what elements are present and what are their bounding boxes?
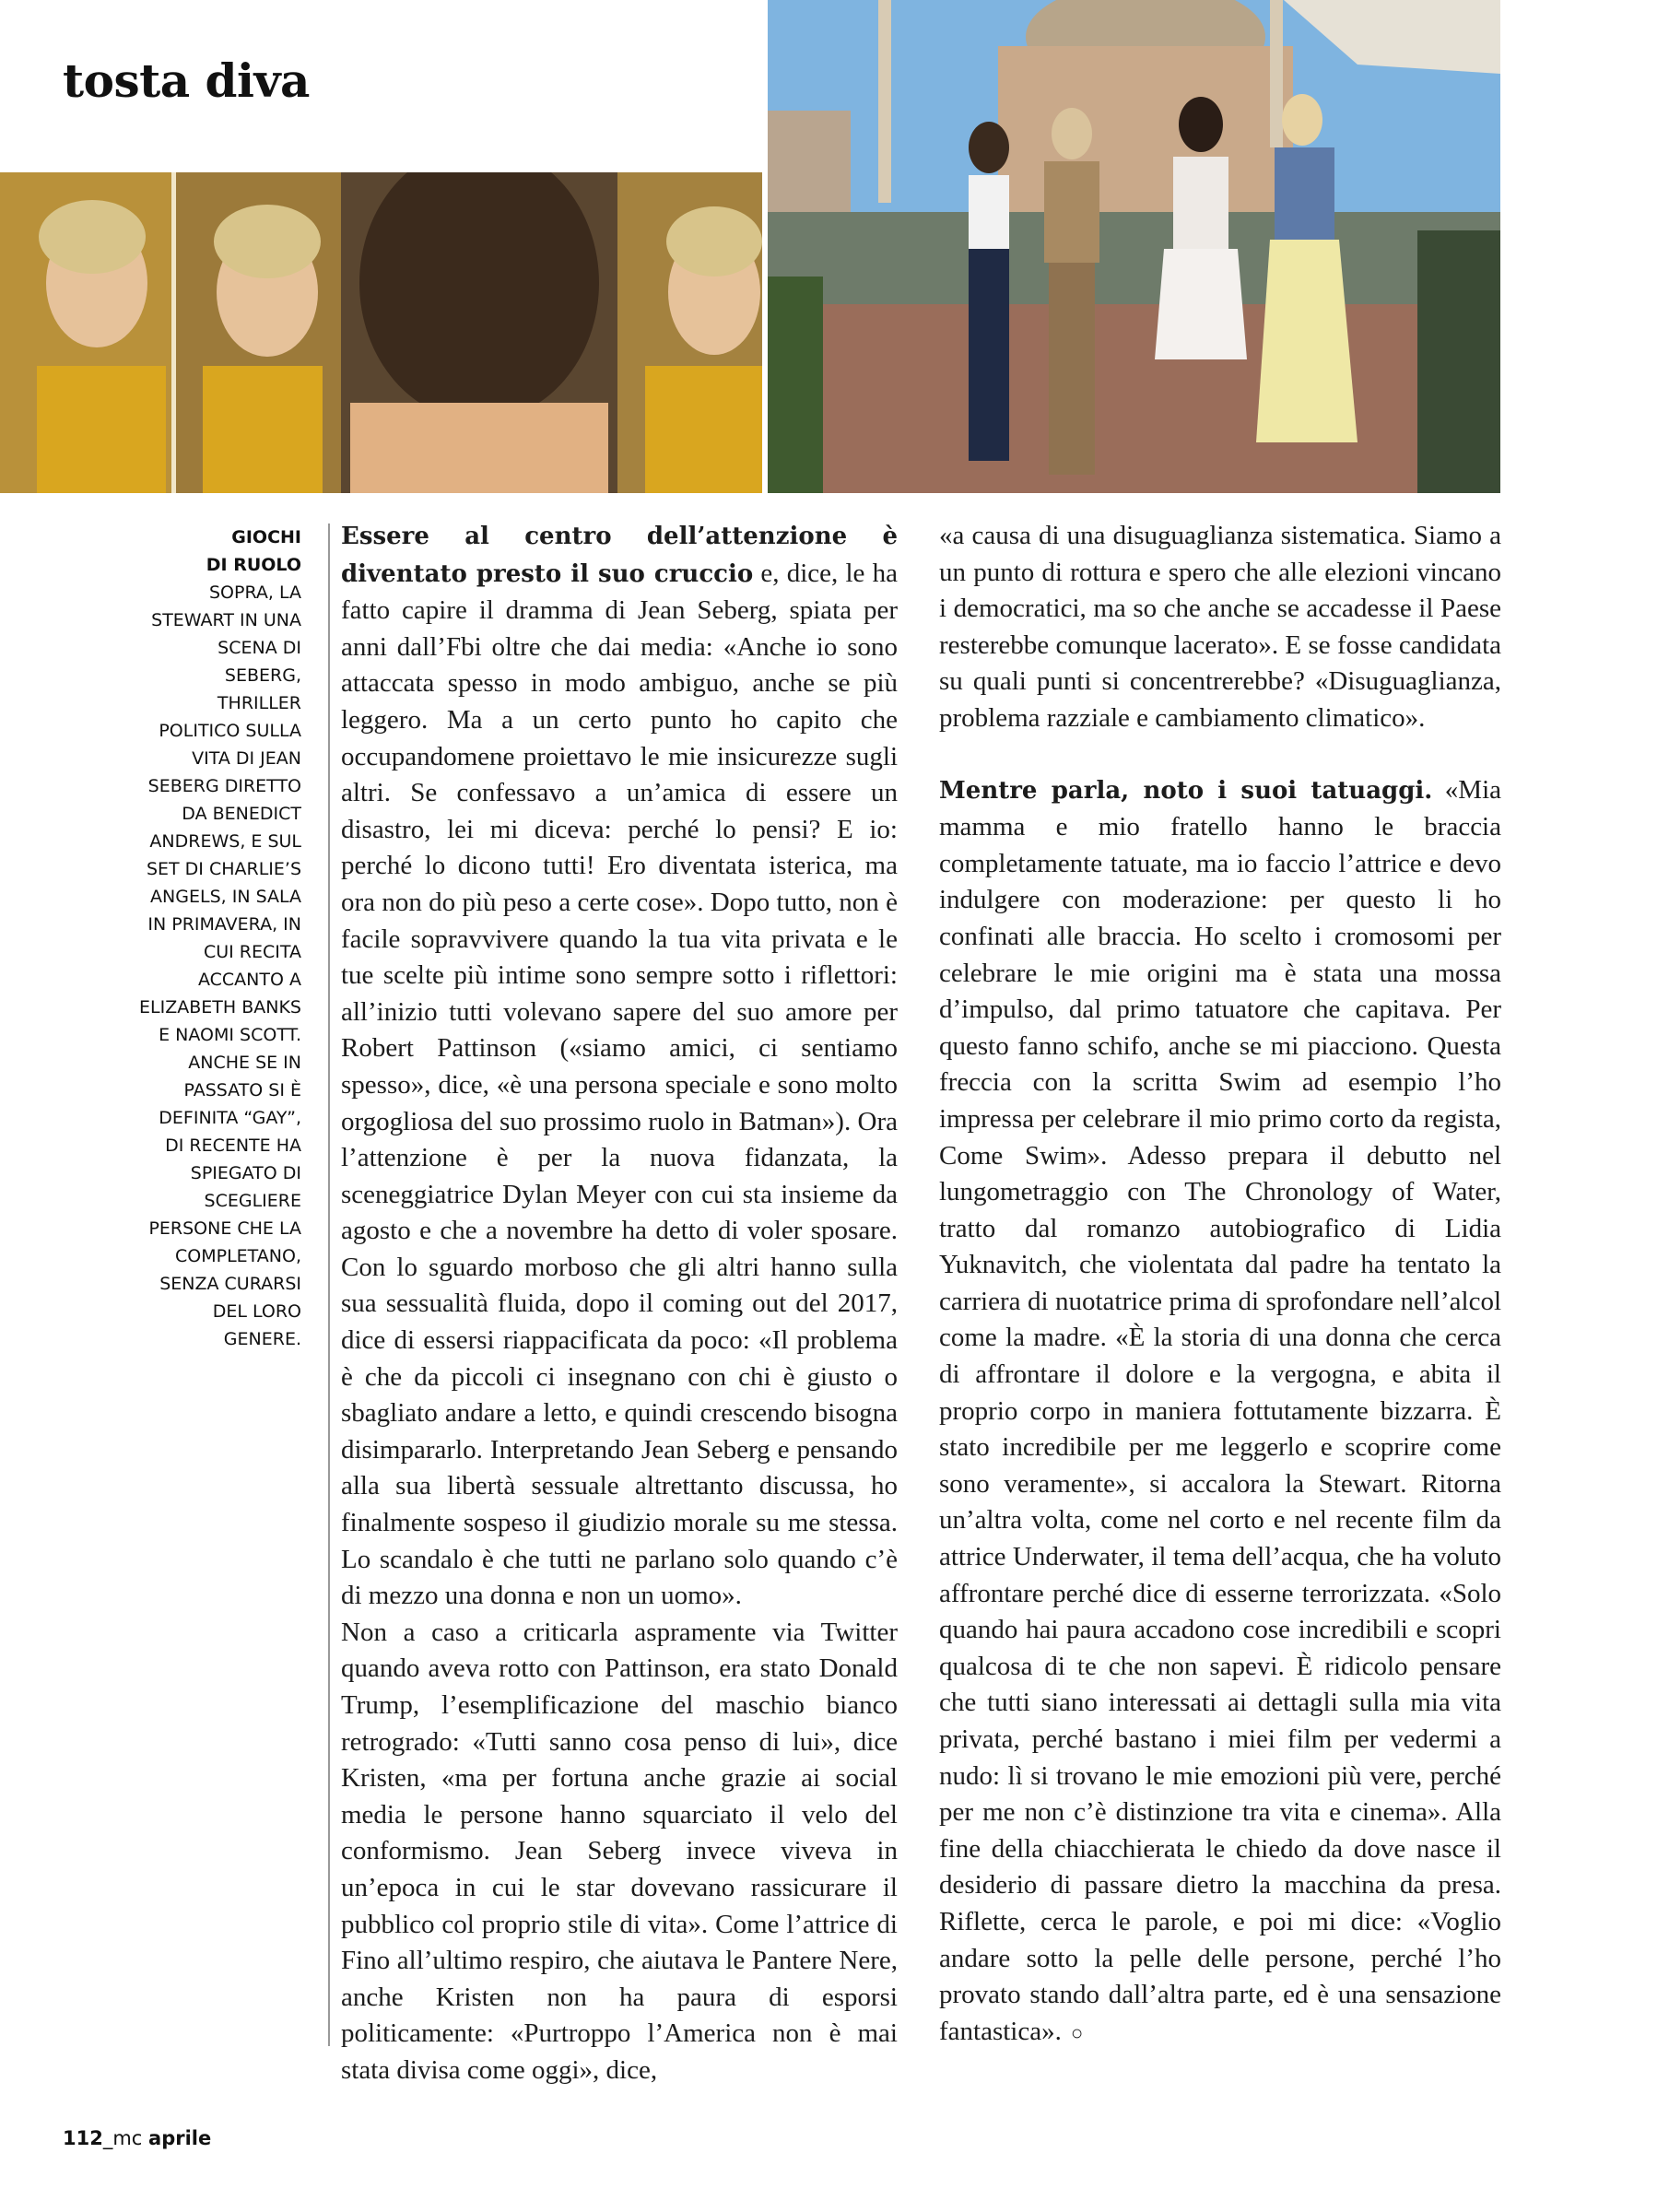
article-column-middle (341, 518, 898, 2089)
article-column-right (939, 518, 1501, 2051)
page-number: 112 (63, 2127, 103, 2149)
end-mark-icon: ○ (1070, 2020, 1084, 2044)
caption-divider (328, 524, 330, 2046)
paragraph-text: e, dice, le ha fatto capire il dramma di Jean Seberg, spiata per anni dall’Fbi oltre che dai media: «Anche io sono attaccata spesso in modo ambiguo, anche se più leggero. Ma a un certo punto ho capito che occupandomene proiettavo le mie insicurezze sugli altri. Se confessavo a un’amica di essere un disastro, lei mi diceva: perché lo pensi? E io: perché lo dicono tutti! Ero diventata isterica, ma ora non do più peso a certe cose». Dopo tutto, non è facile sopravvivere quando la tua vita privata e le tue scelte più intime sono sempre sotto i riflettori: all’inizio tutti volevano sapere del suo amore per Robert Pattinson («siamo amici, ci sentiamo spesso», dice, «è una persona speciale e sono molto orgogliosa del suo prossimo ruolo in Batman»). Ora l’attenzione è per la nuova fidanzata, la sceneggiatrice Dylan Meyer con cui sta insieme da agosto e che a novembre ha detto di voler sposare. Con lo sguardo morboso che gli altri hanno sulla sua sessualità fluida, dopo il coming out del 2017, dice di essersi riappacificata da poco: «Il problema è che da piccoli ci insegnano con chi è giusto o sbagliato andare a letto, e quindi crescendo bisogna disimpararlo. Interpretando Jean Seberg e pensando alla sua libertà sessuale altrettanto discussa, ho finalmente sospeso il giudizio morale su me stessa. Lo scandalo è che tutti ne parlano solo quando c’è di mezzo una donna e non un uomo». (341, 558, 898, 1611)
article-paragraph: Non a caso a criticarla aspramente via Twitter quando aveva rotto con Pattinson, era stato Donald Trump, l’esemplificazione del maschio bianco retrogrado: «Tutti sanno cosa penso di lui», dice Kristen, «ma per fortuna anche grazie ai social media le persone hanno squarciato il velo del conformismo. Jean Seberg invece viveva in un’epoca in cui le star dovevano rassicurare il pubblico col proprio stile di vita». Come l’attrice di Fino all’ultimo respiro, che aiutava le Pantere Nere, anche Kristen non ha paura di esporsi politicamente: «Purtroppo l’America non è mai stata divisa come oggi», dice, (341, 1617, 898, 2085)
page-footer (63, 2127, 211, 2149)
magazine-name: _mc (102, 2127, 143, 2149)
caption-body: SOPRA, LA STEWART IN UNA SCENA DI SEBERG, THRILLER POLITICO SULLA VITA DI JEAN SEBERG DIRETTO DA BENEDICT ANDREWS, E SUL SET DI CHARLIE’S ANGELS, IN SALA IN PRIMAVERA, IN CUI RECITA ACCANTO A ELIZABETH BANKS E NAOMI SCOTT. ANCHE SE IN PASSATO SI È DEFINITA “GAY”, DI RECENTE HA SPIEGATO DI SCEGLIERE PERSONE CHE LA COMPLETANO, SENZA CURARSI DEL LORO GENERE. (139, 582, 301, 1349)
lead-in: Mentre parla, noto i suoi tatuaggi. (939, 776, 1433, 805)
article-paragraph (939, 772, 1501, 2052)
section-title: tosta diva (63, 53, 310, 108)
caption-heading-line2: DI RUOLO (206, 555, 301, 575)
caption-heading-line1: GIOCHI (231, 527, 301, 547)
lead-in: Essere al centro dell’attenzione è diventato presto il suo cruccio (341, 523, 898, 588)
film-still-mirror-photo (0, 172, 762, 493)
issue-month: aprile (148, 2127, 212, 2149)
charlies-angels-set-photo (768, 0, 1500, 493)
article-paragraph: «a causa di una disuguaglianza sistematica. Siamo a un punto di rottura e spero che alle elezioni vincano i democratici, ma so che anche se accadesse il Paese resterebbe comunque lacerato». E se fosse candidata su quali punti si concentrerebbe? «Disuguaglianza, problema razziale e cambiamento climatico». (939, 521, 1501, 733)
paragraph-text: «Mia mamma e mio fratello hanno le braccia completamente tatuate, ma io faccio l’attrice e devo indulgere con moderazione: per questo li ho confinati alle braccia. Ho scelto i cromosomi per celebrare le mie origini ma è stata una mossa d’impulso, dal primo tatuatore che capitava. Per questo fanno schifo, anche se mi piacciono. Questa freccia con la scritta Swim ad esempio l’ho impressa per celebrare il mio primo corto da regista, Come Swim». Adesso prepara il debutto nel lungometraggio con The Chronology of Water, tratto dal romanzo autobiografico di Lidia Yuknavitch, che violentata dal padre ha tentato la carriera di nuotatrice prima di sprofondare nell’alcol come la madre. «È la storia di una donna che cerca di affrontare il dolore e la vergogna, e abita il proprio corpo in maniera fottutamente bizzarra. È stato incredibile per me leggerlo e scoprire come sono veramente», si accalora la Stewart. Ritorna un’altra volta, come nel corto e nel recente film da attrice Underwater, il tema dell’acqua, che ha voluto affrontare perché dice di esserne terrorizzata. «Solo quando hai paura accadono cose incredibili e scopri qualcosa di te che non sapevi. È ridicolo pensare che tutti siano interessati ai dettagli sulla mia vita privata, perché bastano i miei film per vedermi a nudo: lì si trovano le mie emozioni più vere, perché per me non c’è distinzione tra vita e cinema». Alla fine della chiacchierata le chiedo da dove nasce il desiderio di passare dietro la macchina da presa. Riflette, cerca le parole, e poi mi dice: «Voglio andare sotto la pelle delle persone, perché l’ho provato stando dall’altra parte, ed è una sensazione fantastica». (939, 774, 1502, 2046)
photo-caption (138, 524, 301, 1353)
article-paragraph (341, 518, 898, 1615)
